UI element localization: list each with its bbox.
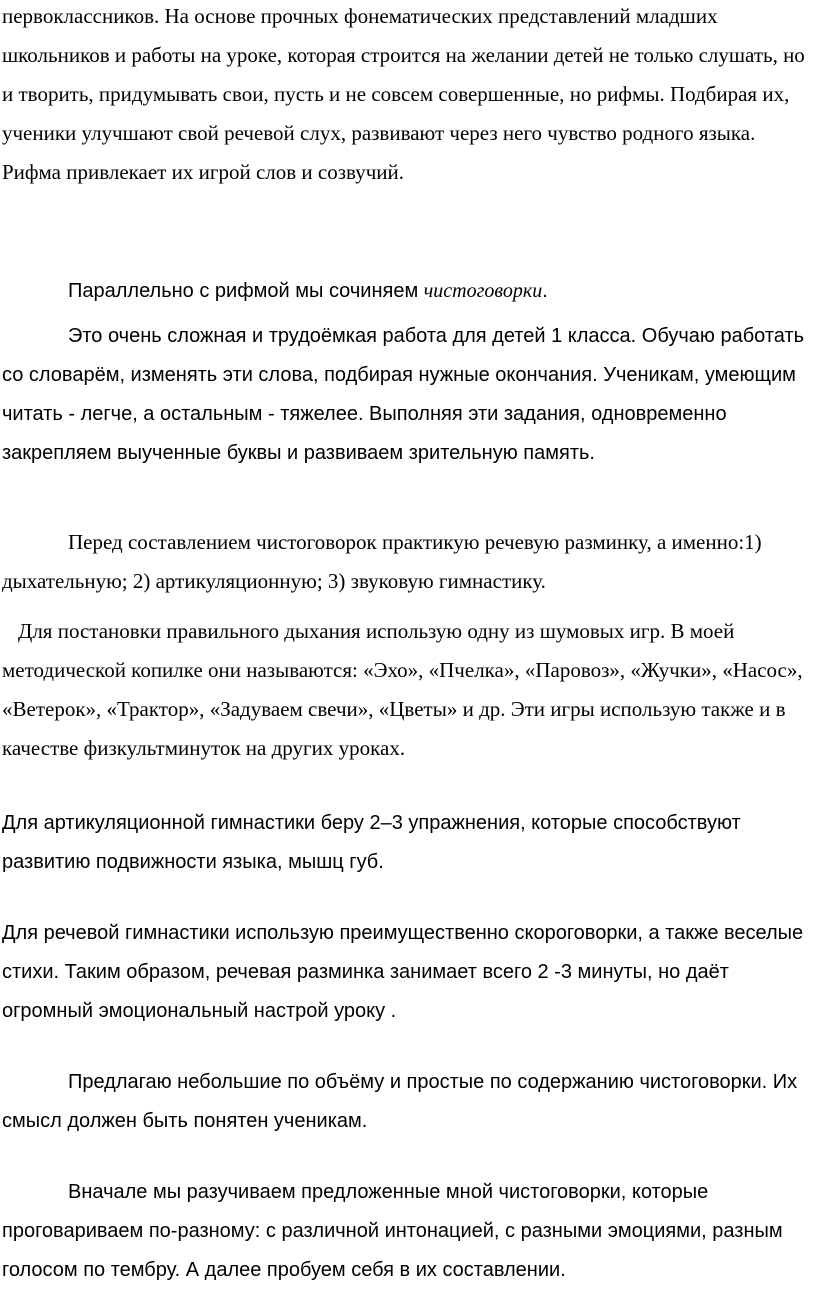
paragraph-breathing-games: Для постановки правильного дыхания использую одну из шумовых игр. В моей методической копилке они называются: «Эхо», «Пчелка», «Паровоз», «Жучки», «Насос», «Ветерок», «Трактор», «Задуваем свечи», «Цветы» и др. Эти игры использую также и в качестве физкультминуток на других уроках. [2,619,803,760]
paragraph-chistogovorki-intro [2,272,814,311]
paragraph-rhymes: первоклассников. На основе прочных фонематических представлений младших школьников и работы на уроке, которая строится на желании детей не только слушать, но и творить, придумывать свои, пусть и не совсем совершенные, но рифмы. Подбирая их, ученики улучшают свой речевой слух, развивают через него чувство родного языка. Рифма привлекает их игрой слов и созвучий. [2,4,805,184]
paragraph-chistogovorki-text: Параллельно с рифмой мы сочиняем [68,280,424,302]
paragraph-speech-warmup: Перед составлением чистоговорок практикую речевую разминку, а именно:1) дыхательную; 2) артикуляционную; 3) звуковую гимнастику. [2,530,762,593]
paragraph-learning-process: Вначале мы разучиваем предложенные мной чистоговорки, которые проговариваем по-разному: с различной интонацией, с разными эмоциями, разным голосом по тембру. А далее пробуем себя в их составлении. [2,1181,783,1281]
paragraph-articulation: Для артикуляционной гимнастики беру 2–3 упражнения, которые способствуют развитию подвижности языка, мышц губ. [2,812,741,873]
paragraph-speech-gymnastics: Для речевой гимнастики использую преимущественно скороговорки, а также веселые стихи. Таким образом, речевая разминка занимает всего 2 -3 минуты, но даёт огромный эмоциональный настрой уроку . [2,922,804,1022]
paragraph-chistogovorki-end: . [542,280,548,302]
emphasis-chistogovorki: чистоговорки [423,280,543,302]
paragraph-simple-chistogovorki: Предлагаю небольшие по объёму и простые по содержанию чистоговорки. Их смысл должен быть понятен ученикам. [2,1071,798,1132]
paragraph-dictionary-work: Это очень сложная и трудоёмкая работа для детей 1 класса. Обучаю работать со словарём, изменять эти слова, подбирая нужные окончания. Ученикам, умеющим читать - легче, а остальным - тяжелее. Выполняя эти задания, одновременно закрепляем выученные буквы и развиваем зрительную память. [2,325,805,464]
